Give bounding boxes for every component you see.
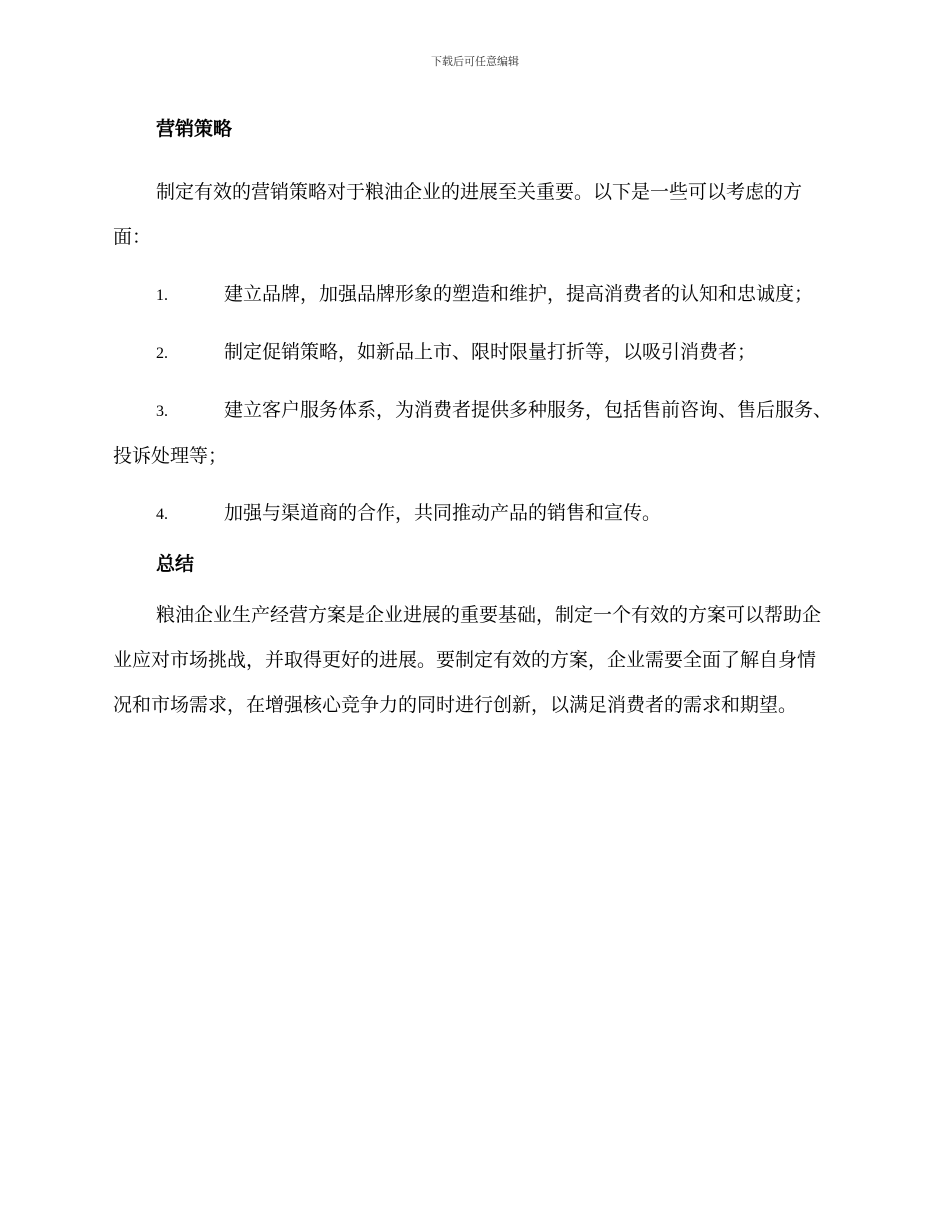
list-item-text: 制定促销策略，如新品上市、限时限量打折等，以吸引消费者； <box>224 341 757 363</box>
list-item <box>113 388 833 479</box>
list-item-text: 建立品牌，加强品牌形象的塑造和维护，提高消费者的认知和忠诚度； <box>224 283 814 305</box>
list-item-text: 建立客户服务体系，为消费者提供多种服务，包括售前咨询、售后服务、投诉处理等； <box>113 399 833 467</box>
list-item <box>113 272 833 318</box>
document-body <box>113 112 833 728</box>
list-item-text: 加强与渠道商的合作，共同推动产品的销售和宣传。 <box>224 502 662 524</box>
section-heading-summary: 总结 <box>156 553 195 575</box>
section-heading-marketing: 营销策略 <box>156 118 233 140</box>
page-header-note: 下载后可任意编辑 <box>431 55 519 68</box>
list-item <box>113 491 833 537</box>
marketing-intro-paragraph: 制定有效的营销策略对于粮油企业的进展至关重要。以下是一些可以考虑的方面： <box>113 181 803 248</box>
summary-paragraph: 粮油企业生产经营方案是企业进展的重要基础，制定一个有效的方案可以帮助企业应对市场挑战，并取得更好的进展。要制定有效的方案，企业需要全面了解自身情况和市场需求，在增强核心竞争力的同时进行创新，以满足消费者的需求和期望。 <box>113 604 822 716</box>
list-item-number: 2. <box>156 345 168 362</box>
list-item <box>113 330 833 376</box>
list-item-number: 3. <box>156 403 168 420</box>
list-item-number: 4. <box>156 506 168 523</box>
list-item-number: 1. <box>156 287 168 304</box>
